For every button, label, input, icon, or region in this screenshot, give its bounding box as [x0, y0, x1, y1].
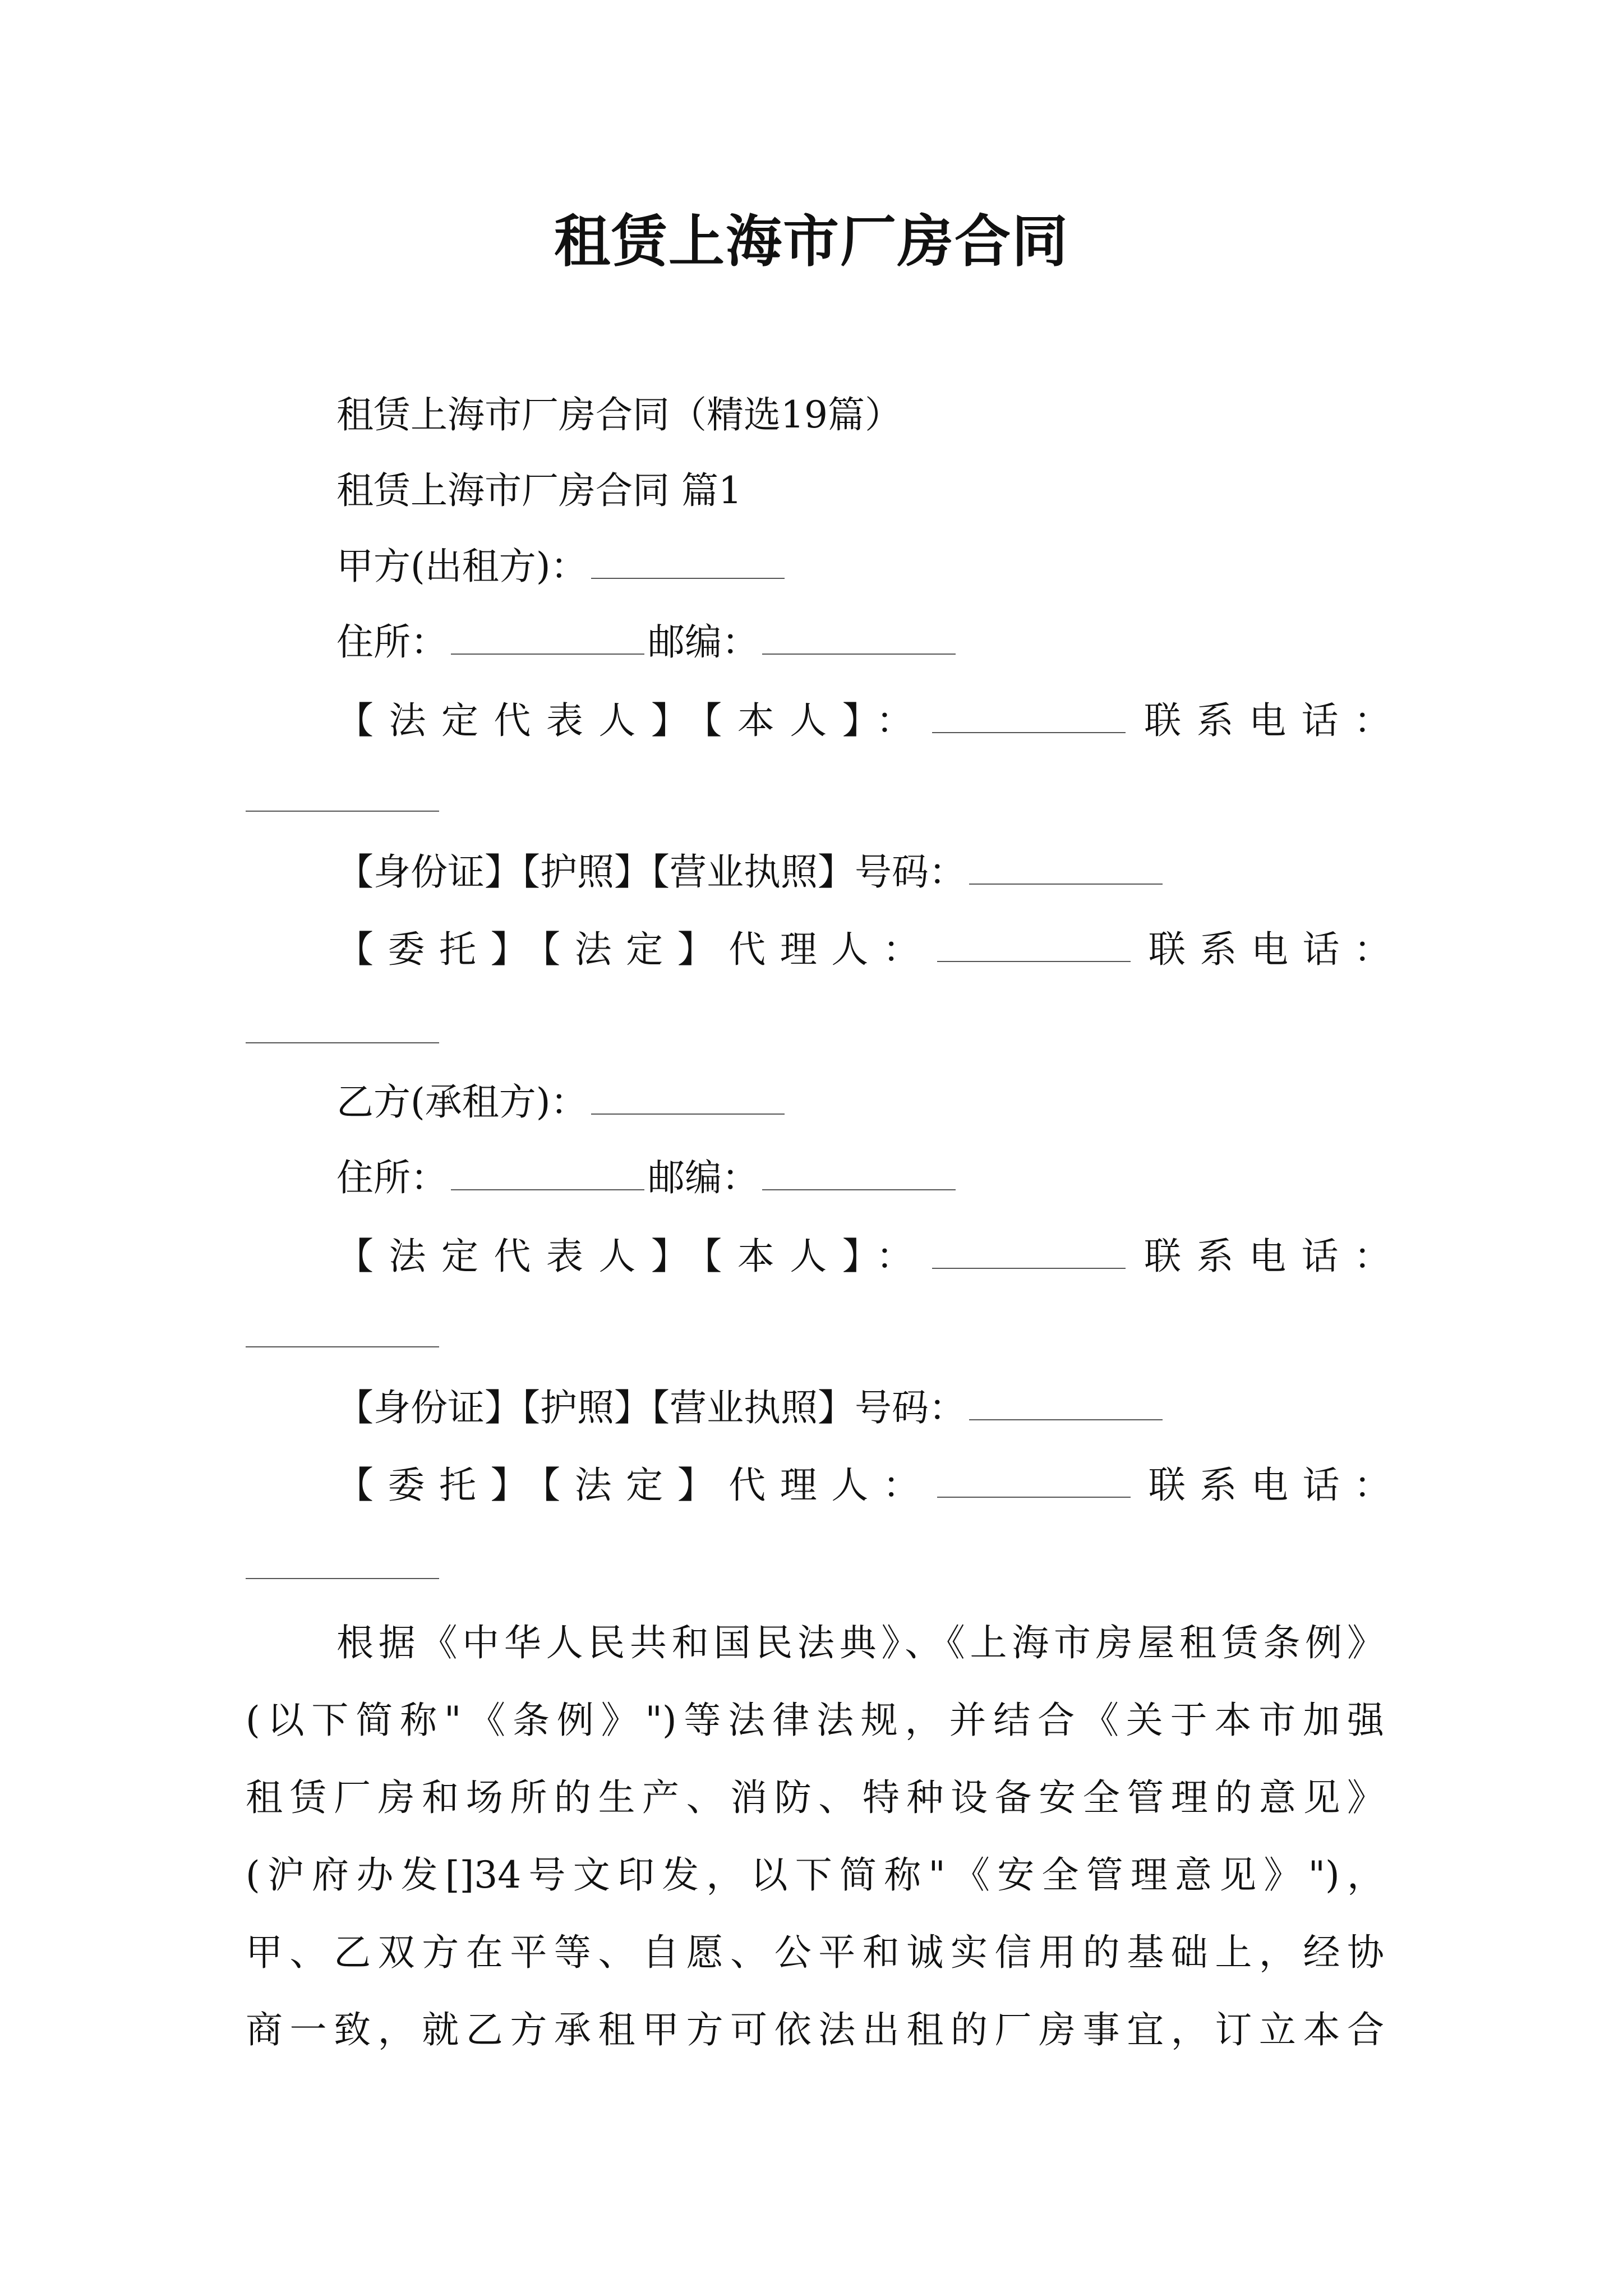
party-a-name-field[interactable] [591, 542, 785, 579]
party-a-postcode-field[interactable] [762, 618, 956, 655]
body-line: (以下简称"《条例》")等法律法规，并结合《关于本市加强 [246, 1699, 1384, 1742]
party-b-phone-label: 联系电话： [1128, 1235, 1391, 1278]
party-b-rep-label: 【法定代表人】【本人】： [336, 1235, 929, 1278]
party-a-address-field[interactable] [451, 618, 644, 655]
party-a-agent-label: 【委托】【法定】代理人： [336, 928, 934, 971]
party-b-name-label: 乙方(承租方)： [336, 1080, 588, 1124]
party-b-address-row [336, 1150, 959, 1206]
party-b-agent-phone-label: 联系电话： [1134, 1464, 1391, 1507]
party-a-agent-row [336, 922, 1391, 978]
body-line: 商一致，就乙方承租甲方可依法出租的厂房事宜，订立本合 [246, 2008, 1384, 2051]
party-a-name-label: 甲方(出租方)： [336, 545, 588, 588]
body-paragraph [246, 1604, 1384, 2069]
party-b-phone-field[interactable] [246, 1346, 439, 1347]
party-b-rep-row [336, 1228, 1391, 1285]
party-b-agent-row [336, 1457, 1391, 1513]
party-b-agent-label: 【委托】【法定】代理人： [336, 1464, 934, 1507]
party-b-id-field[interactable] [969, 1383, 1163, 1420]
party-b-rep-field[interactable] [932, 1232, 1126, 1269]
party-b-agent-phone-field[interactable] [246, 1578, 439, 1579]
party-b-name-row [336, 1074, 788, 1130]
party-a-rep-field[interactable] [932, 696, 1126, 733]
body-line: (沪府办发[]34号文印发，以下简称"《安全管理意见》")， [246, 1853, 1384, 1897]
section-heading: 租赁上海市厂房合同 篇1 [336, 469, 742, 512]
party-a-agent-field[interactable] [937, 925, 1131, 962]
party-a-rep-row [336, 693, 1391, 749]
party-b-name-field[interactable] [591, 1078, 785, 1115]
party-a-postcode-label: 邮编： [648, 620, 759, 664]
party-a-name-row [336, 539, 788, 595]
party-a-address-row [336, 614, 959, 670]
party-b-address-field[interactable] [451, 1153, 644, 1190]
party-a-phone-label: 联系电话： [1128, 699, 1391, 742]
party-a-agent-phone-label: 联系电话： [1134, 928, 1391, 971]
party-a-id-field[interactable] [969, 848, 1163, 885]
party-a-phone-field[interactable] [246, 811, 439, 812]
party-b-postcode-label: 邮编： [648, 1156, 759, 1199]
party-a-address-label: 住所： [336, 620, 448, 664]
body-line: 根据《中华人民共和国民法典》、《上海市房屋租赁条例》 [336, 1621, 1384, 1664]
document-title: 租赁上海市厂房合同 [554, 208, 1069, 274]
party-a-id-row [336, 844, 1166, 900]
body-line: 甲、乙双方在平等、自愿、公平和诚实信用的基础上，经协 [246, 1931, 1384, 1974]
party-b-address-label: 住所： [336, 1156, 448, 1199]
party-b-agent-field[interactable] [937, 1461, 1131, 1498]
document-subtitle: 租赁上海市厂房合同（精选19篇） [336, 393, 902, 436]
party-b-id-row [336, 1380, 1166, 1436]
party-b-postcode-field[interactable] [762, 1153, 956, 1190]
party-a-id-label: 【身份证】【护照】【营业执照】号码： [336, 850, 966, 894]
party-a-agent-phone-field[interactable] [246, 1042, 439, 1043]
party-a-rep-label: 【法定代表人】【本人】： [336, 699, 929, 742]
party-b-id-label: 【身份证】【护照】【营业执照】号码： [336, 1386, 966, 1429]
body-line: 租赁厂房和场所的生产、消防、特种设备安全管理的意见》 [246, 1776, 1384, 1819]
